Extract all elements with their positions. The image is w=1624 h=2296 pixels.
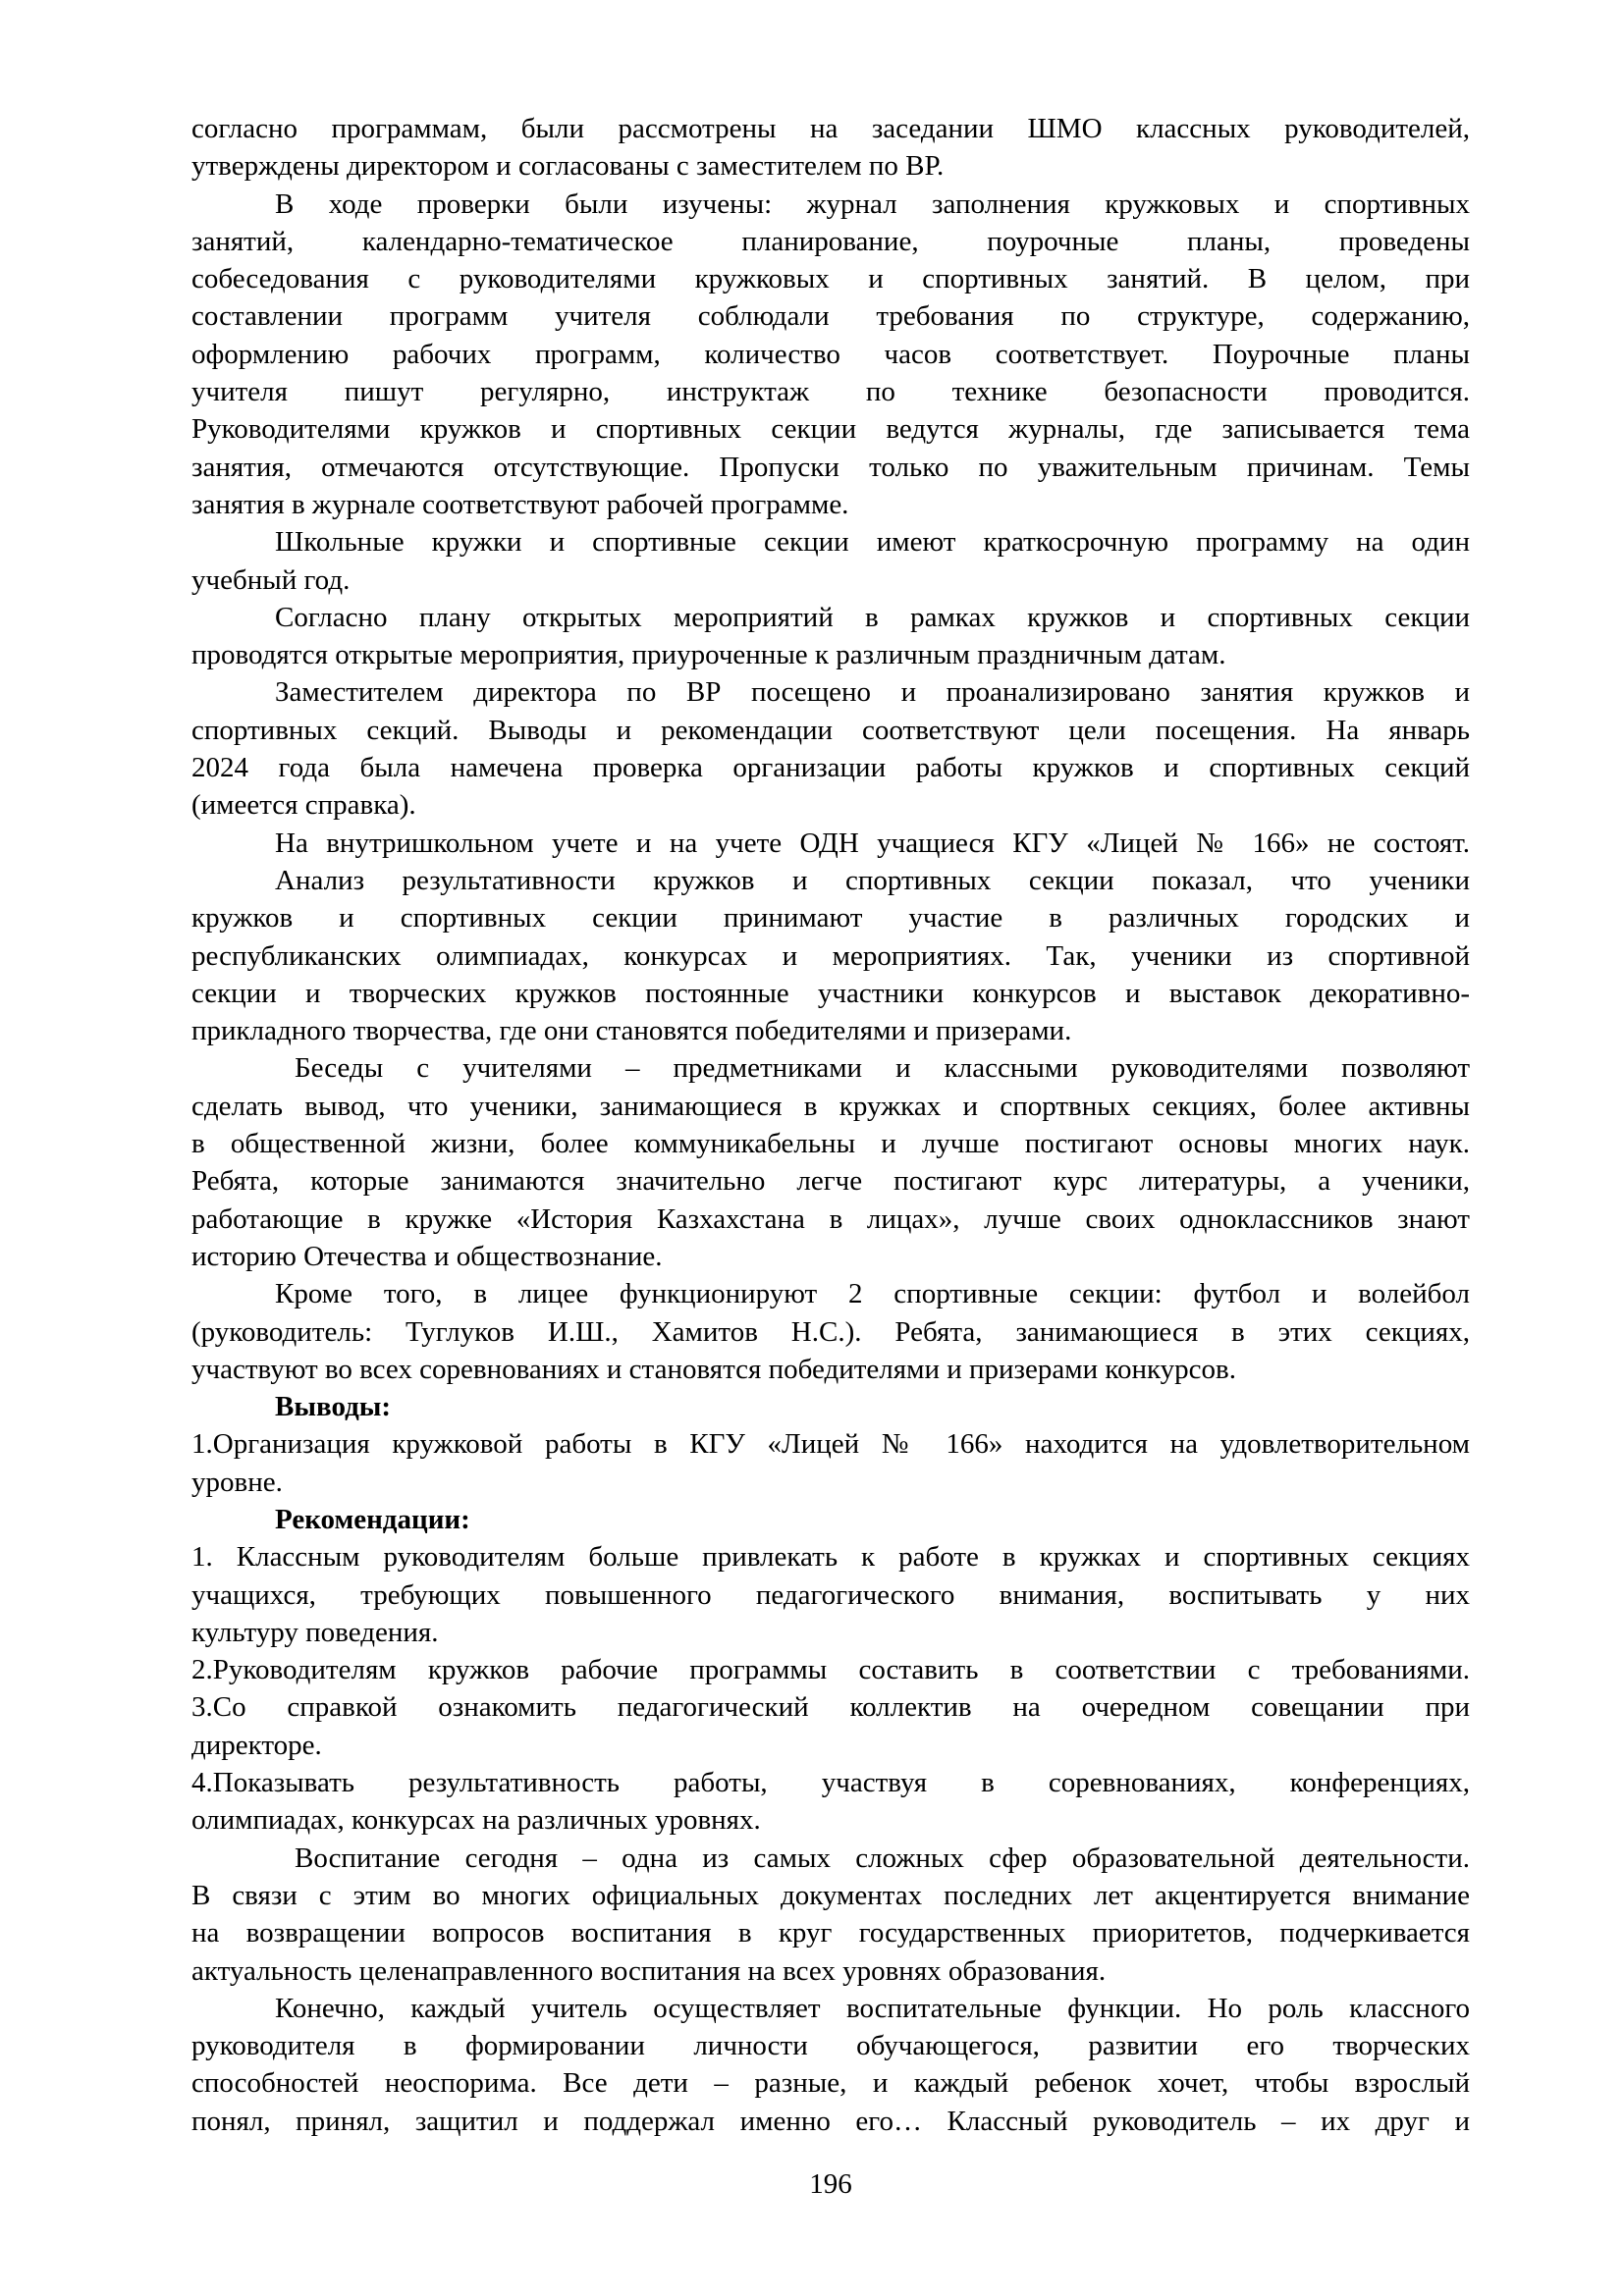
text-line: Школьные кружки и спортивные секции имеют краткосрочную программу на один: [275, 526, 1470, 559]
paragraph: [191, 599, 1470, 674]
text-line: составлении программ учителя соблюдали требования по структуре, содержанию,: [191, 300, 1470, 333]
text-line: собеседования с руководителями кружковых и спортивных занятий. В целом, при: [191, 263, 1470, 295]
paragraph: [191, 673, 1470, 824]
text-line: оформлению рабочих программ, количество часов соответствует. Поурочные планы: [191, 338, 1470, 370]
list-item: [191, 1538, 1470, 1651]
text-line: республиканских олимпиадах, конкурсах и мероприятиях. Так, ученики из спортивной: [191, 939, 1470, 972]
text-line: (руководитель: Туглуков И.Ш., Хамитов Н.С.). Ребята, занимающиеся в этих секциях,: [191, 1315, 1470, 1348]
text-line: способностей неоспорима. Все дети – разные, и каждый ребенок хочет, чтобы взрослый: [191, 2067, 1470, 2100]
text-line: историю Отечества и обществознание.: [191, 1240, 663, 1272]
text-line: участвуют во всех соревнованиях и становятся победителями и призерами конкурсов.: [191, 1353, 1236, 1385]
text-line: директоре.: [191, 1729, 322, 1761]
list-item: [191, 1651, 1470, 1688]
paragraph: [191, 1990, 1470, 2140]
text-line: занятия, отмечаются отсутствующие. Пропуски только по уважительным причинам. Темы: [191, 451, 1470, 483]
text-line: 1.Организация кружковой работы в КГУ «Лицей № 166» находится на удовлетворительном: [191, 1428, 1470, 1461]
text-line: занятий, календарно-тематическое планирование, поурочные планы, проведены: [191, 225, 1470, 257]
text-line: на возвращении вопросов воспитания в круг государственных приоритетов, подчеркивается: [191, 1917, 1470, 1949]
text-line: проводятся открытые мероприятия, приуроченные к различным праздничным датам.: [191, 639, 1226, 671]
paragraph: [191, 110, 1470, 186]
list-item: [191, 1764, 1470, 1840]
text-line: Заместителем директора по ВР посещено и проанализировано занятия кружков и: [275, 676, 1470, 709]
paragraph: [191, 523, 1470, 599]
text-line: Кроме того, в лицее функционируют 2 спортивные секции: футбол и волейбол: [275, 1278, 1470, 1310]
text-line: руководителя в формировании личности обучающегося, развитии его творческих: [191, 2030, 1470, 2062]
text-line: 3.Со справкой ознакомить педагогический коллектив на очередном совещании при: [191, 1691, 1470, 1724]
text-line: Руководителями кружков и спортивных секции ведутся журналы, где записывается тема: [191, 413, 1470, 446]
text-body: [191, 110, 1470, 2140]
text-line: понял, принял, защитил и поддержал именно его… Классный руководитель – их друг и: [191, 2105, 1470, 2137]
list-item: [191, 1688, 1470, 1764]
page-number: 196: [809, 2168, 852, 2200]
section-heading-conclusions: [191, 1388, 1470, 1425]
paragraph: [191, 1840, 1470, 1990]
text-line: На внутришкольном учете и на учете ОДН учащиеся КГУ «Лицей № 166» не состоят.: [275, 827, 1470, 859]
text-line: учителя пишут регулярно, инструктаж по технике безопасности проводится.: [191, 376, 1470, 408]
text-line: В связи с этим во многих официальных документах последних лет акцентируется внимание: [191, 1879, 1470, 1911]
text-line: 1. Классным руководителям больше привлекать к работе в кружках и спортивных секциях: [191, 1541, 1470, 1574]
text-line: олимпиадах, конкурсах на различных уровнях.: [191, 1804, 761, 1837]
text-line: секции и творческих кружков постоянные участники конкурсов и выставок декоративно-: [191, 977, 1470, 1009]
text-line: Анализ результативности кружков и спортивных секции показал, что ученики: [275, 864, 1470, 896]
section-heading-recommendations: [191, 1501, 1470, 1538]
text-line: утверждены директором и согласованы с заместителем по ВР.: [191, 150, 945, 183]
text-line: уровне.: [191, 1466, 283, 1498]
text-line: 2024 года была намечена проверка организации работы кружков и спортивных секций: [191, 752, 1470, 784]
text-line: учащихся, требующих повышенного педагогического внимания, воспитывать у них: [191, 1578, 1470, 1611]
text-line: Выводы:: [275, 1391, 392, 1423]
text-line: Воспитание сегодня – одна из самых сложных сфер образовательной деятельности.: [295, 1842, 1470, 1874]
text-line: 2.Руководителям кружков рабочие программы составить в соответствии с требованиями.: [191, 1654, 1470, 1686]
paragraph: [191, 862, 1470, 1049]
text-line: кружков и спортивных секции принимают участие в различных городских и: [191, 902, 1470, 934]
text-line: Согласно плану открытых мероприятий в рамках кружков и спортивных секции: [275, 601, 1470, 633]
text-line: в общественной жизни, более коммуникабельны и лучше постигают основы многих наук.: [191, 1128, 1470, 1160]
text-line: прикладного творчества, где они становятся победителями и призерами.: [191, 1015, 1072, 1047]
text-line: сделать вывод, что ученики, занимающиеся в кружках и спортвных секциях, более активны: [191, 1090, 1470, 1122]
text-line: культуру поведения.: [191, 1616, 439, 1648]
text-line: работающие в кружке «История Казхахстана в лицах», лучше своих одноклассников знают: [191, 1202, 1470, 1235]
text-line: Конечно, каждый учитель осуществляет воспитательные функции. Но роль классного: [275, 1992, 1470, 2024]
text-line: 4.Показывать результативность работы, участвуя в соревнованиях, конференциях,: [191, 1767, 1470, 1799]
paragraph: [191, 825, 1470, 862]
text-line: согласно программам, были рассмотрены на заседании ШМО классных руководителей,: [191, 113, 1470, 144]
text-line: В ходе проверки были изучены: журнал заполнения кружковых и спортивных: [275, 187, 1470, 220]
text-line: (имеется справка).: [191, 789, 416, 822]
paragraph: [191, 1049, 1470, 1275]
paragraph: [191, 186, 1470, 524]
paragraph: [191, 1275, 1470, 1388]
text-line: актуальность целенаправленного воспитания на всех уровнях образования.: [191, 1954, 1107, 1987]
text-line: спортивных секций. Выводы и рекомендации соответствуют цели посещения. На январь: [191, 714, 1470, 746]
text-line: занятия в журнале соответствуют рабочей программе.: [191, 488, 849, 520]
text-line: Беседы с учителями – предметниками и классными руководителями позволяют: [295, 1052, 1470, 1085]
text-line: Рекомендации:: [275, 1503, 470, 1535]
paragraph: [191, 1425, 1470, 1501]
text-line: Ребята, которые занимаются значительно легче постигают курс литературы, а ученики,: [191, 1165, 1470, 1198]
text-line: учебный год.: [191, 563, 351, 596]
